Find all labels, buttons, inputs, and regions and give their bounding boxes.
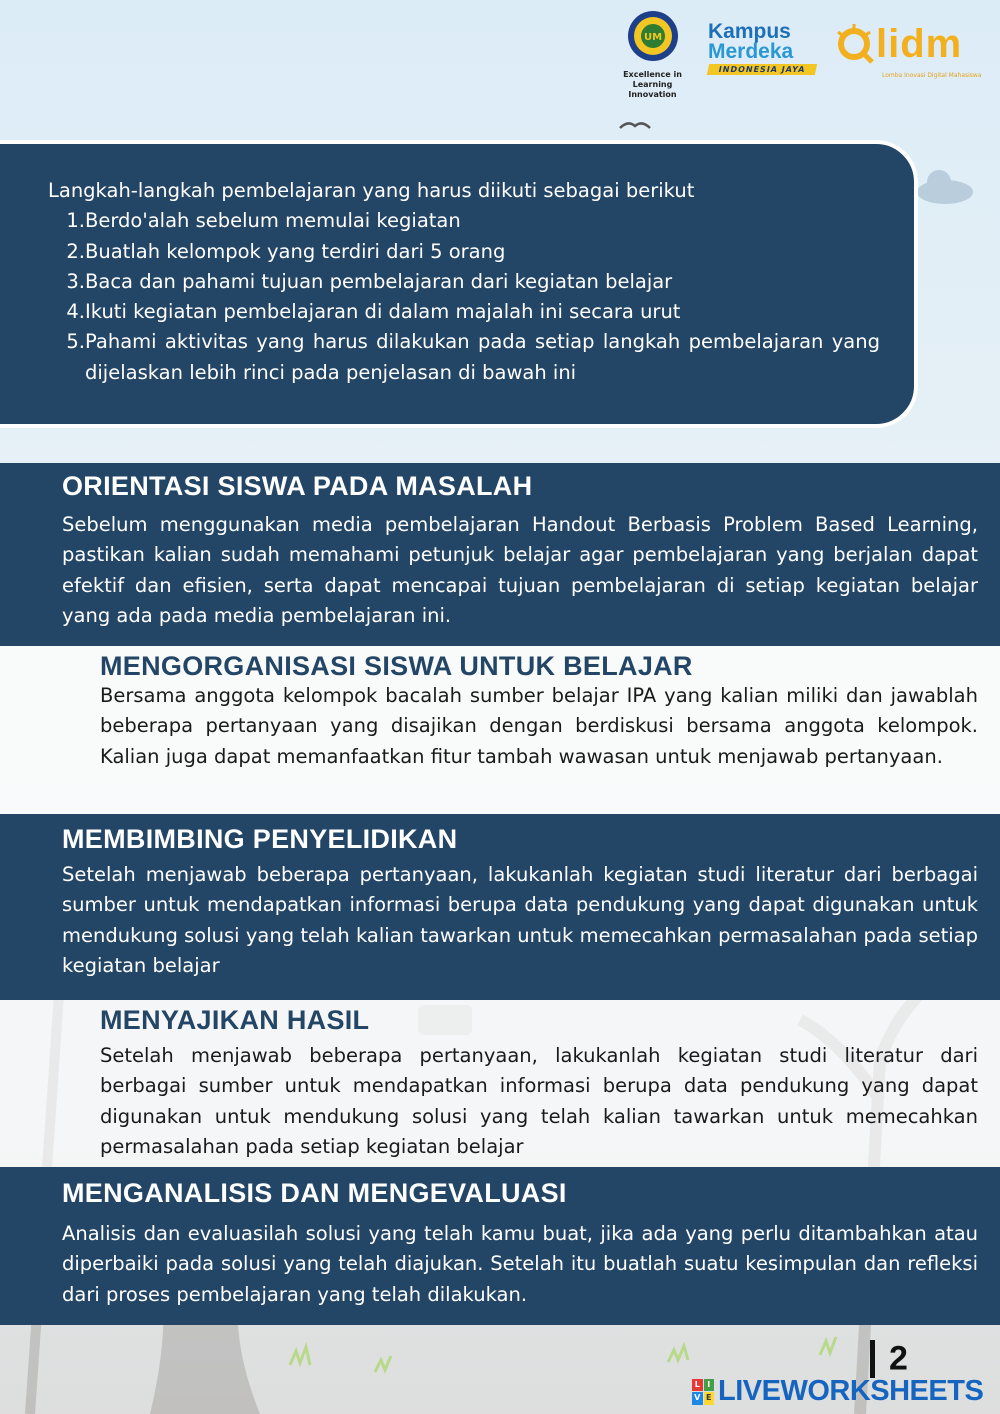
kampus-merdeka-line2: Merdeka (708, 40, 794, 63)
section-body: Bersama anggota kelompok bacalah sumber belajar IPA yang kalian miliki dan jawablah beberapa pertanyaan yang disajikan dengan berdiskusi bersama anggota kelompok. Kalian juga dapat memanfaatkan fitur tambah wawasan untuk menjawab pertanyaan. (100, 684, 978, 768)
page-number-divider (870, 1340, 875, 1378)
section-menyajikan (0, 1000, 1000, 1167)
section-title: MENGORGANISASI SISWA UNTUK BELAJAR (100, 651, 693, 681)
university-caption-line1: Excellence in (623, 70, 682, 79)
step-text: Buatlah kelompok yang terdiri dari 5 orang (85, 239, 506, 263)
step-text: Baca dan pahami tujuan pembelajaran dari kegiatan belajar (85, 269, 673, 293)
section-membimbing (0, 814, 1000, 1000)
list-item (48, 297, 880, 327)
section-orientasi (0, 463, 1000, 646)
section-body: Setelah menjawab beberapa pertanyaan, lakukanlah kegiatan studi literatur dari berbagai sumber untuk mendapatkan informasi berupa data pendukung yang dapat digunakan untuk mendukung solusi yang telah kalian tawarkan untuk memecahkan permasalahan pada setiap kegiatan belajar (100, 1044, 978, 1158)
kampus-merdeka-line1: Kampus (708, 20, 791, 43)
section-body: Setelah menjawab beberapa pertanyaan, lakukanlah kegiatan studi literatur dari berbagai sumber untuk mendapatkan informasi berupa data pendukung yang dapat digunakan untuk mendukung solusi yang telah kalian tawarkan untuk memecahkan permasalahan pada setiap kegiatan belajar (62, 863, 978, 977)
page-number (870, 1338, 908, 1379)
section-title: MENGANALISIS DAN MENGEVALUASI (62, 1178, 567, 1208)
liveworksheets-wordmark: LIVEWORKSHEETS (718, 1375, 984, 1407)
section-title: MENYAJIKAN HASIL (100, 1005, 370, 1035)
list-item (48, 206, 880, 236)
kampus-merdeka-logo (708, 22, 826, 75)
cloud-icon (915, 160, 975, 210)
lidm-wordmark: lidm (876, 22, 963, 66)
list-item (48, 327, 880, 388)
cube-letter: I (704, 1379, 715, 1392)
step-text: Berdo'alah sebelum memulai kegiatan (85, 209, 461, 233)
cube-letter: L (692, 1379, 703, 1392)
lidm-tagline: Lomba Inovasi Digital Mahasiswa (882, 72, 982, 79)
liveworksheets-brand[interactable] (692, 1375, 983, 1408)
section-body: Analisis dan evaluasilah solusi yang telah kamu buat, jika ada yang perlu ditambahkan atau diperbaiki pada solusi yang telah diajukan. Setelah itu buatlah suatu kesimpulan dan refleksi dari proses pembelajaran yang telah dilakukan. (62, 1222, 978, 1306)
list-item (48, 267, 880, 297)
step-number: 5. (66, 330, 85, 354)
kampus-merdeka-ribbon: INDONESIA JAYA (707, 64, 817, 75)
university-seal-icon (627, 10, 679, 62)
university-logo (610, 10, 695, 100)
instructions-lead: Langkah-langkah pembelajaran yang harus diikuti sebagai berikut (48, 179, 695, 202)
cube-letter: V (692, 1392, 703, 1405)
cube-letter: E (704, 1392, 715, 1405)
section-body: Sebelum menggunakan media pembelajaran Handout Berbasis Problem Based Learning, pastikan kalian sudah memahami petunjuk belajar agar pembelajaran yang berjalan dapat efektif dan efisien, serta dapat mencapai tujuan pembelajaran di setiap kegiatan belajar yang ada pada media pembelajaran ini. (62, 513, 978, 627)
section-mengorganisasi (0, 646, 1000, 814)
university-caption (610, 70, 695, 100)
lightbulb-icon (832, 22, 876, 66)
instructions-steps (48, 206, 880, 388)
step-number: 3. (66, 269, 85, 293)
section-title: ORIENTASI SISWA PADA MASALAH (62, 471, 533, 501)
lidm-logo (832, 22, 992, 79)
section-menganalisis (0, 1167, 1000, 1325)
svg-text:UM: UM (643, 32, 662, 43)
university-caption-line2: Learning Innovation (628, 80, 677, 99)
liveworksheets-cube-icon (692, 1379, 714, 1405)
page-number-value: 2 (889, 1339, 908, 1378)
step-number: 1. (66, 209, 85, 233)
step-number: 2. (66, 239, 85, 263)
bird-icon (618, 118, 652, 132)
list-item (48, 237, 880, 267)
step-number: 4. (66, 300, 85, 324)
instructions-content (48, 176, 880, 388)
section-title: MEMBIMBING PENYELIDIKAN (62, 824, 458, 854)
step-text: Pahami aktivitas yang harus dilakukan pada setiap langkah pembelajaran yang dijelaskan lebih rinci pada penjelasan di bawah ini (85, 330, 880, 384)
step-text: Ikuti kegiatan pembelajaran di dalam majalah ini secara urut (85, 300, 681, 324)
